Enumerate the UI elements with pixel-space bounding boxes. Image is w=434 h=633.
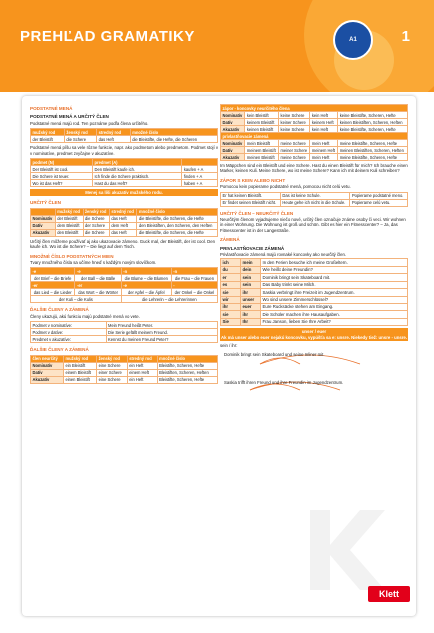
example-sentence: Wo sind unsere Zimmerschlüssel? bbox=[262, 297, 329, 302]
example-sentence: Eure Rucksäcke stehen am Eingang. bbox=[262, 304, 334, 310]
section-title: ZÁPOR S KEIN ALEBO NICHT bbox=[220, 177, 286, 183]
pronoun-row bbox=[220, 319, 408, 326]
level-badge: A1 bbox=[333, 20, 373, 60]
gender-table: mužský rod ženský rod stredný rod množné číslo der Bleistift die Schere das Heft die Bleistifte, die Hefte, die Scheren bbox=[30, 128, 218, 143]
page-header bbox=[0, 0, 434, 92]
pronoun: du bbox=[221, 267, 241, 273]
info-band: Menej sa líši akuzatív mužského rodu. bbox=[30, 189, 218, 196]
example-sentence: Dominik bringt sein Skateboard mit. bbox=[262, 274, 331, 280]
paragraph: Tvary množného čísla sa učíme hneď s každým novým slovíčkom. bbox=[30, 260, 157, 266]
example-sentence: Saskia trifft ihren Freund und ihre Freundin im Jugendzentrum. bbox=[224, 380, 344, 386]
section-subtitle: PODSTATNÉ MENÁ A URČITÝ ČLEN bbox=[30, 114, 109, 120]
page-title: PREHĽAD GRAMATIKY bbox=[20, 28, 195, 45]
example-sentence: Die Schüler machen ihre Hausaufgaben. bbox=[262, 311, 340, 317]
example-sentence: Saskia verbringt ihre Freizeit im Jugendzentrum. bbox=[262, 289, 355, 295]
example-sentence: Frau Janson, lieben Sie Ihre Arbeit? bbox=[262, 319, 331, 325]
paragraph: Určitý člen môžeme používať aj ako ukazovacie zámeno. Guck mal, der Bleistift, der ist cool. Den kaufe ich. Wo ist die Schere? – Die liegt auf dem Tisch. bbox=[30, 238, 216, 250]
pronoun-row bbox=[220, 274, 408, 281]
possessive: dein bbox=[241, 267, 261, 273]
klett-logo: Klett bbox=[368, 586, 410, 602]
pronoun: ich bbox=[221, 259, 241, 265]
section-title: PODSTATNÉ MENÁ bbox=[30, 106, 73, 111]
indefinite-article-table: člen neurčitý mužský rod ženský rod stredný rod množné číslo Nominatív ein Bleistift eine Schere ein Heft Bleistifte, Scheren, Hefte Datív einem Bleistift einer Schere einem Heft Bleistiften, Scheren, Heften Akuzatív einen Bleistift eine Schere ein Heft Bleistifte, Scheren, Hefte bbox=[30, 355, 218, 384]
pronoun-list bbox=[220, 258, 408, 326]
definite-article-table: mužský rod ženský rod stredný rod množné číslo Nominatív der Bleistift die Schere das Heft die Bleistifte, die Scheren, die Hefte Datív dem Bleistift der Schere dem Heft den Bleistiften, den Scheren, den Heften Akuzatív den Bleistift die Schere das Heft die Bleistifte, die Scheren, die Hefte bbox=[30, 208, 218, 237]
section-title: ĎALŠIE ČLENY A ZÁMENÁ bbox=[30, 347, 89, 353]
paragraph: Privlastňovacie zámená majú rovnaké koncovky ako neurčitý člen. bbox=[220, 252, 347, 258]
pronoun-row bbox=[220, 289, 408, 296]
left-column bbox=[30, 102, 218, 386]
paragraph: Podstatné mená majú rod. Ten poznáme podľa člena určitého. bbox=[30, 120, 149, 126]
pronoun-row bbox=[220, 297, 408, 304]
pronoun-row bbox=[220, 267, 408, 274]
example-sentence: Das Baby trinkt seine Milch. bbox=[262, 282, 316, 288]
section-title: ZÁMENÁ bbox=[220, 237, 240, 243]
section-title: URČITÝ ČLEN – NEURČITÝ ČLEN bbox=[220, 210, 294, 216]
section-title: ĎALŠIE ČLENY A ZÁMENÁ bbox=[30, 307, 89, 313]
kein-nicht-table: Er hat keinen Bleistift. Das ist keine Schule. Popierame podstatné meno. Er findet seinen Bleistift nicht. Heute gehe ich nicht in die Schule. Popierame celú vetu. bbox=[220, 192, 408, 207]
section-title: MNOŽNÉ ČÍSLO PODSTATNÝCH MIEN bbox=[30, 253, 114, 259]
possessive: Ihr bbox=[241, 319, 261, 325]
negation-table: zápor - koncovky neurčitého člena Nominatív kein Bleistift keine Schere kein Heft keine Bleistifte, Scheren, Hefte Datív keinem Bleistift keiner Schere keinem Heft keinen Bleistiften, Scheren, Heften Akuzatív keinen Bleistift keine Schere kein Heft keine Bleistifte, Scheren, Hefte privlastňovacie zámená Nominatív mein Bleistift meine Schere mein Heft meine Bleistifte, Scheren, Hefte Datív meinem Bleistift meiner Schere meinem Heft meinen Bleistiften, Scheren, Heften Akuzatív meinen Bleistift meine Schere mein Heft meine Bleistifte, Scheren, Hefte bbox=[220, 104, 408, 161]
paragraph: Neurčitým členom vyjadrujeme niečo nové, určitý člen označuje známe osoby či veci. Wir wohnen in einer Wohnung. Die Wohnung ist groß und schön. Gibt es hier ein Fitnesscenter? – Ja, das Fitnesscenter ist in der Langestraße. bbox=[220, 217, 406, 233]
pronoun: Sie bbox=[221, 319, 241, 325]
pronoun: ihr bbox=[221, 304, 241, 310]
paragraph: Podstatné mená píšu sa vele rôzne funkcie, napr. ako podmetom alebo predmetom. Podmet stojí v v nominatíve, predmet zvyčajne v akuzatíve. bbox=[30, 145, 218, 156]
paragraph: Členy ukazujú, akú funkciu majú podstatné mená vo vete. bbox=[30, 313, 140, 319]
section-subtitle: PRIVLASTŇOVACIE ZÁMENÁ bbox=[220, 245, 285, 251]
section-title: URČITÝ ČLEN bbox=[30, 200, 61, 206]
function-table: Podmet v nominatíve: Mein Freund heißt Peter. Podmet v datíve: Die Serie gefällt meinem Freund. Predmet v akuzatíve: Kennst du meinen Freund Peter? bbox=[30, 321, 218, 343]
pronoun-row bbox=[220, 304, 408, 311]
example-sentence: In den Ferien besuche ich meine Großeltern. bbox=[262, 259, 348, 265]
pronoun: wir bbox=[221, 297, 241, 303]
possessive: ihr bbox=[241, 311, 261, 317]
pronoun: er bbox=[221, 274, 241, 280]
paragraph: Im Mäppchen sind ein Bleistift und eine Schere. Hast du einen Bleistift für mich? Ich brauche einen Marker, keinen Kuli. Meine Schere, wo ist meine Schere? Kann ich mit deinem Kuli schreiben? bbox=[220, 163, 408, 174]
possessive: sein bbox=[241, 274, 261, 280]
right-column bbox=[220, 102, 408, 398]
possessive: ihr bbox=[241, 289, 261, 295]
example-sentence: Wie heißt deine Freundin? bbox=[262, 267, 313, 273]
pronoun-row bbox=[220, 258, 408, 266]
possessive: euer bbox=[241, 304, 261, 310]
pronoun: es bbox=[221, 282, 241, 288]
pronoun: sie bbox=[221, 289, 241, 295]
possessive: mein bbox=[241, 259, 261, 265]
info-band: unser / euer Ak má unser alebo euer nejakú koncovku, vypúšťa sa e: unsre. Niekedy tiež: unsre - unsre. bbox=[221, 329, 407, 340]
arrow-examples bbox=[220, 350, 408, 398]
paragraph: Pomocou kein popierame podstatné mená, pomocou nicht celú vetu. bbox=[220, 184, 351, 190]
plural-table: -e -e -n -n der Brief – die Briefe der Ball – die Bälle die Blume – die Blumen die Frau – die Frauen -er -er -e - das Lied – die Lieder das Wort – die Wörter der Apfel – die Äpfel der Onkel – die Onkel der Kuli – die Kulis die Lehrerin – die Lehrerinnen bbox=[30, 267, 218, 303]
possessive: sein bbox=[241, 282, 261, 288]
pronoun-row bbox=[220, 311, 408, 318]
page-number: 1 bbox=[401, 28, 410, 45]
example-sentence: Dominik bringt sein Skateboard und seine Inliner mit. bbox=[224, 352, 325, 358]
pronoun: sie bbox=[221, 311, 241, 317]
k-logo-watermark bbox=[290, 500, 390, 600]
pronoun-row bbox=[220, 282, 408, 289]
possessive: unser bbox=[241, 297, 261, 303]
subject-object-table: podmet (N) predmet (A) Der Bleistift ist cool. Den Bleistift kaufe ich. kaufen + A Die Schere ist teuer. Ich finde die Schere praktisch. finden + A Wo ist das Heft? Hast du das Heft? haben + A bbox=[30, 158, 218, 187]
arrow-label: sein / ihr: bbox=[220, 342, 238, 348]
